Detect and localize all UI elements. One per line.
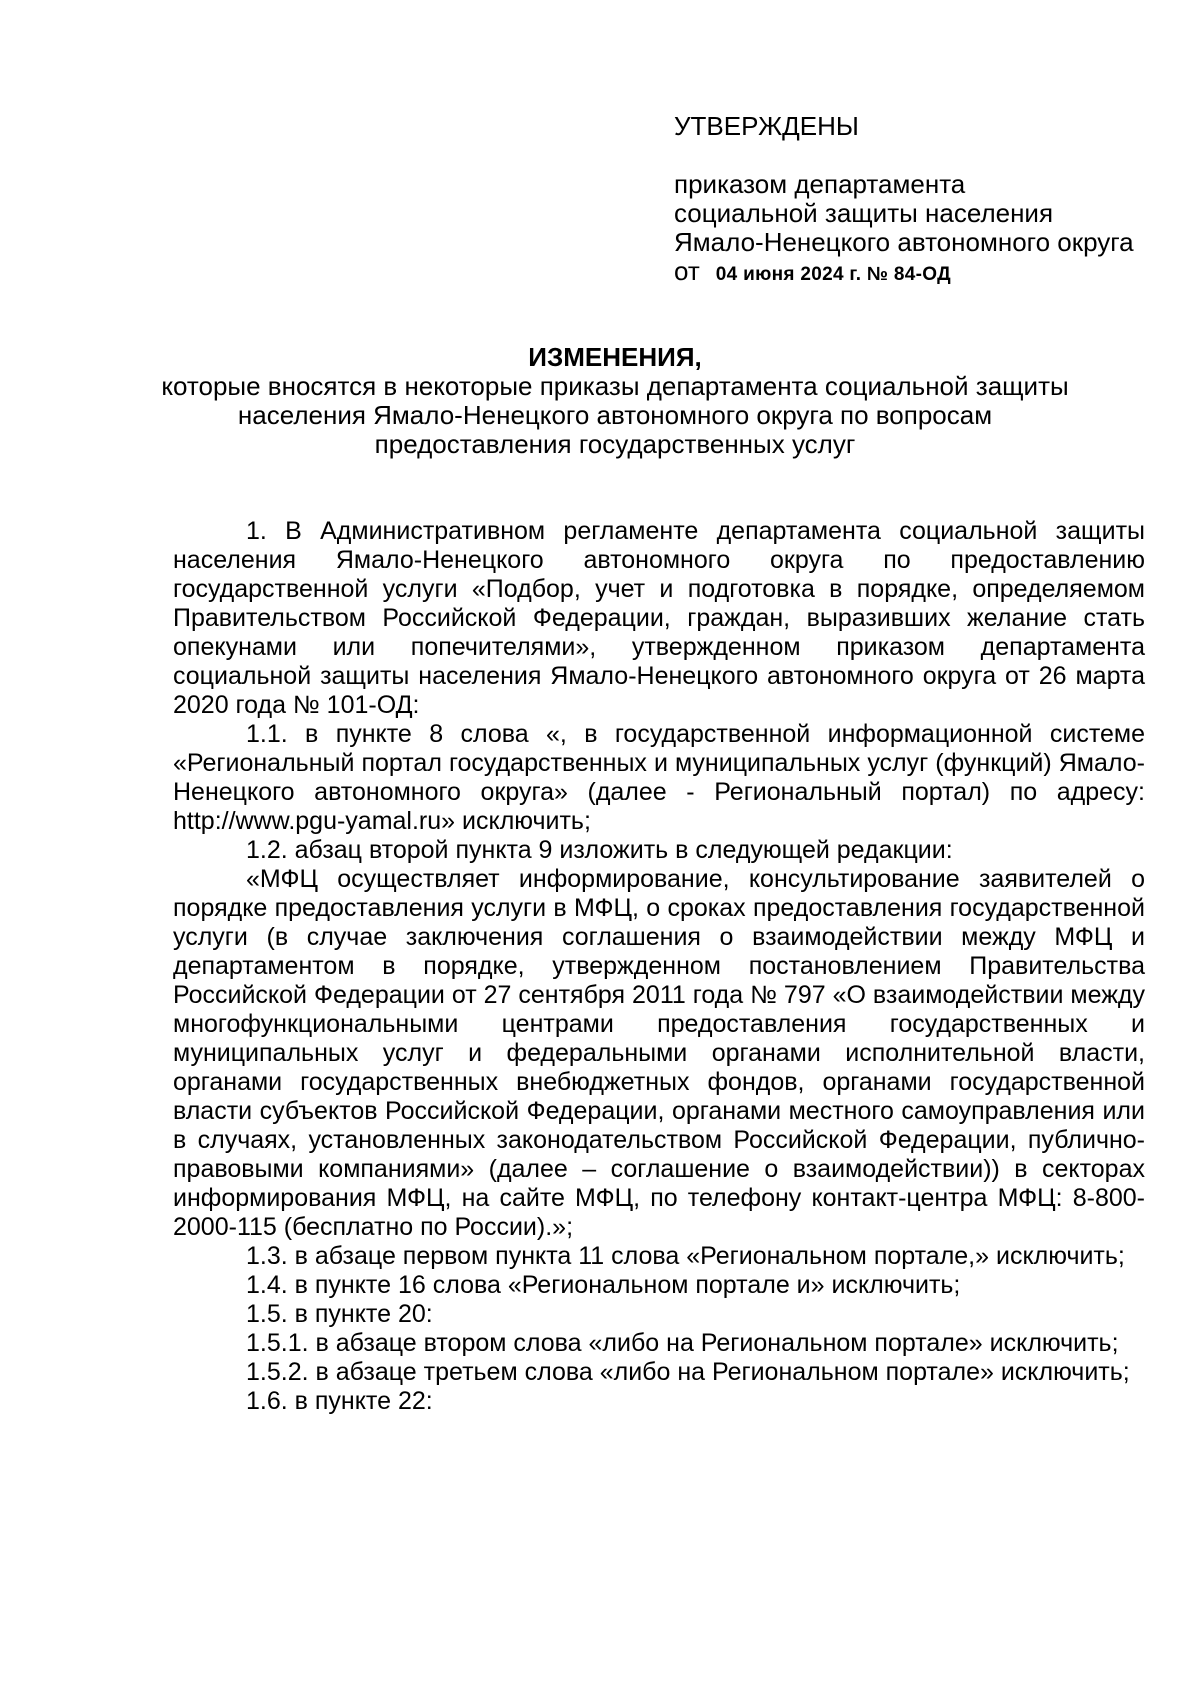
order-number: 04 июня 2024 г. № 84-ОД <box>715 264 951 285</box>
document-heading <box>150 343 1080 459</box>
paragraph: 1.4. в пункте 16 слова «Региональном портале и» исключить; <box>246 1271 961 1299</box>
paragraph: 1.5.1. в абзаце втором слова «либо на Региональном портале» исключить; <box>246 1329 1119 1357</box>
paragraph: 1.1. в пункте 8 слова «, в государственной информационной системе «Региональный портал государственных и муниципальных услуг (функций) Ямало-Ненецкого автономного округа» (далее - Региональный портал) по адресу: http://www.pgu-yamal.ru» исключить; <box>173 720 1145 835</box>
paragraph: 1.5. в пункте 20: <box>246 1300 433 1328</box>
paragraph: 1.2. абзац второй пункта 9 изложить в следующей редакции: <box>246 836 953 864</box>
approval-block <box>674 112 1154 289</box>
order-reference-line <box>674 257 1154 289</box>
document-body <box>173 517 1145 1416</box>
paragraph: «МФЦ осуществляет информирование, консультирование заявителей о порядке предоставления услуги в МФЦ, о сроках предоставления государственной услуги (в случае заключения соглашения о взаимодействии между МФЦ и департаментом в порядке, утвержденном постановлением Правительства Российской Федерации от 27 сентября 2011 года № 797 «О взаимодействии между многофункциональными центрами предоставления государственных и муниципальных услуг и федеральными органами исполнительной власти, органами государственных внебюджетных фондов, органами государственной власти субъектов Российской Федерации, органами местного самоуправления или в случаях, установленных законодательством Российской Федерации, публично-правовыми компаниями» (далее – соглашение о взаимодействии)) в секторах информирования МФЦ, на сайте МФЦ, по телефону контакт-центра МФЦ: 8-800-2000-115 (бесплатно по России).»; <box>173 865 1145 1241</box>
document-title: ИЗМЕНЕНИЯ, <box>528 342 702 372</box>
approval-line: Ямало-Ненецкого автономного округа <box>674 227 1134 257</box>
approval-stamp-title: УТВЕРЖДЕНЫ <box>674 111 859 141</box>
paragraph: 1.5.2. в абзаце третьем слова «либо на Региональном портале» исключить; <box>246 1358 1130 1386</box>
document-subtitle: которые вносятся в некоторые приказы департамента социальной защиты населения Ямало-Ненецкого автономного округа по вопросам предоставления государственных услуг <box>161 371 1069 459</box>
paragraph: 1.3. в абзаце первом пункта 11 слова «Региональном портале,» исключить; <box>246 1242 1125 1270</box>
order-prefix: от <box>674 256 700 286</box>
approval-line: социальной защиты населения <box>674 198 1054 228</box>
paragraph: 1.6. в пункте 22: <box>246 1387 433 1415</box>
approval-line: приказом департамента <box>674 169 966 199</box>
paragraph: 1. В Административном регламенте департамента социальной защиты населения Ямало-Ненецкого автономного округа по предоставлению государственной услуги «Подбор, учет и подготовка в порядке, определяемом Правительством Российской Федерации, граждан, выразивших желание стать опекунами или попечителями», утвержденном приказом департамента социальной защиты населения Ямало-Ненецкого автономного округа от 26 марта 2020 года № 101-ОД: <box>173 517 1145 719</box>
